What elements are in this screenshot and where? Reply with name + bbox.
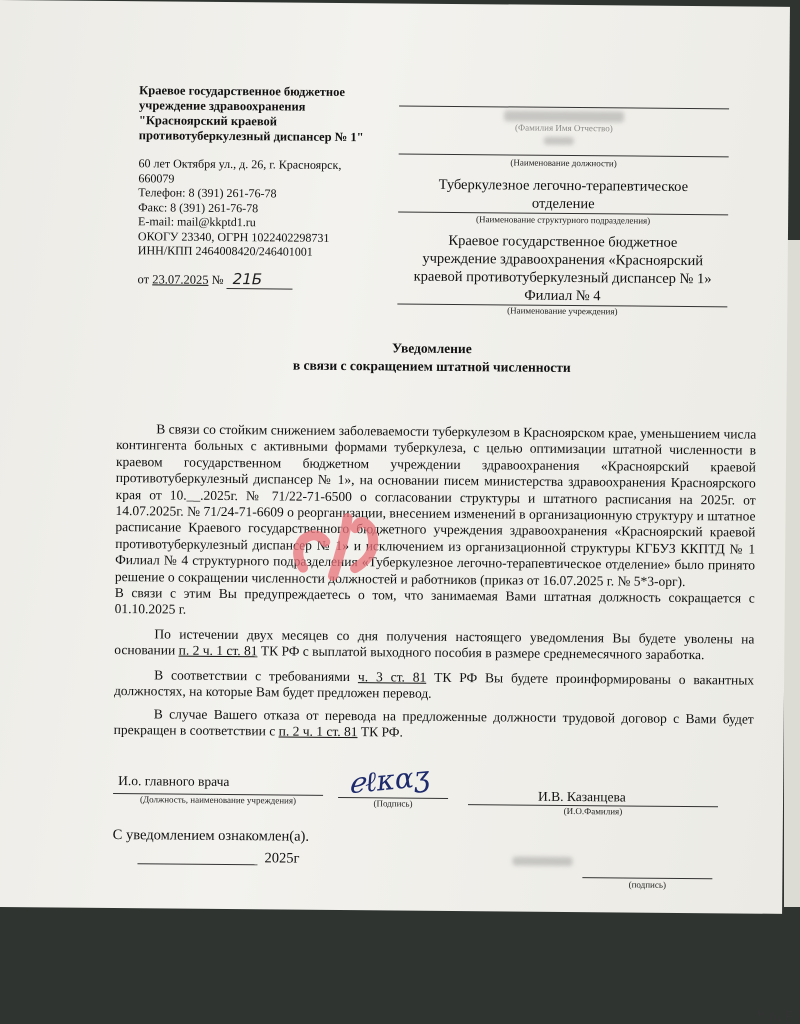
paragraph-4 [114,706,754,744]
document-title [267,338,597,377]
paragraph-1: В связи со стойким снижением заболеваемости туберкулезом в Красноярском крае, уменьшением числа контингента больных с активными формами туберкулеза, с целью оптимизации штатной численности в краевом государственном бюджетном учреждении здравоохранения «Красноярский краевой противотуберкулезный диспансер № 1», на основании писем министерства здравоохранения Красноярского края от 10.__.2025г. № 71/22-71-6500 о согласовании структуры и штатного расписания на 2025г. от 14.07.2025г. № 71/24-71-6609 о реорганизации, внесением изменений в организационную структуру и штатное расписание Краевого государственного бюджетного учреждения здравоохранения «Красноярский краевой противотуберкулезный диспансер № 1» и исключением из организационной структуры КГБУЗ ККПТД № 1 Филиал № 4 структурного подразделения «Туберкулезное легочно-терапевтическое отделение» было принято решение о сокращении численности должностей и работников (приказ от 16.07.2025 г. № 5*3-орг). [114,421,757,589]
redacted-position [544,137,574,145]
p3-text: В соответствии с требованиями [154,667,359,684]
institution-line: учреждение здравоохранения «Красноярский [422,250,704,270]
paragraph-3 [114,667,754,705]
red-stamp-mark [285,498,386,594]
contact-line: 660079 [138,170,175,186]
recipient-institution-caption: (Наименование учреждения) [507,305,618,317]
p2-text-end: ТК РФ с выплатой выходного пособия в размере среднемесячного заработка. [257,643,705,663]
signer-name: И.В. Казанцева [538,788,626,805]
org-line: "Красноярский краевой [138,113,278,129]
p3-law-reference: ч. 3 ст. 81 [357,668,427,685]
recipient-name-caption: (Фамилия Имя Отчество) [515,122,613,134]
org-line: учреждение здравоохранения [139,98,306,114]
institution-line: Филиал № 4 [524,287,601,305]
p4-law-reference: п. 2 ч. 1 ст. 81 [278,723,358,740]
contact-line: Телефон: 8 (391) 261-76-78 [138,185,277,201]
org-line: противотуберкулезный диспансер № 1" [138,128,364,145]
department-line: Туберкулезное легочно-терапевтическое [438,176,689,196]
contact-line: ОКОГУ 23340, ОГРН 1022402298731 [137,228,330,245]
org-line: Краевое государственное бюджетное [139,83,345,100]
contact-line: Факс: 8 (391) 261-76-78 [138,199,259,215]
sender-organization [139,83,364,145]
p4-text-end: ТК РФ. [357,724,403,740]
p3-text-end: ТК РФ Вы будете проинформированы о вакантных должностях, на которые Вам будет предложен перевод. [113,669,755,701]
department-line: отделение [531,195,595,213]
document-date: 23.07.2025 [152,272,209,287]
title-line-1: Уведомление [392,340,472,357]
acknowledgement-year: 2025г [264,850,300,867]
recipient-department-caption: (Наименование структурного подразделения) [475,214,651,226]
notice-body [114,421,757,744]
contact-line: E-mail: mail@kkptd1.ru [138,214,256,230]
recipient-department [398,175,728,214]
recipient-name-line [399,105,729,109]
p2-text: По истечении двух месяцев со дня получения настоящего уведомления Вы будете уволены на основании [114,626,755,658]
acknowledgement-date-line [137,863,257,865]
contact-line: ИНН/КПП 2464008420/246401001 [137,243,313,259]
date-prefix: от [137,272,150,287]
paragraph-1-continuation: В связи с этим Вы предупреждаетесь о том, что занимаемая Вами штатная должность сокращается с 01.10.2025 г. [114,585,755,618]
p4-text: В случае Вашего отказа от перевода на предложенные должности трудовой договор с Вами будет прекращен в соответствии с [113,705,754,739]
recipient-position-caption: (Наименование должности) [510,157,617,169]
title-line-2: в связи с сокращением штатной численности [292,357,571,375]
signature-caption: (Подпись) [373,798,413,809]
signer-position-caption: (Должность, наименование учреждения) [139,794,297,806]
number-prefix: № [211,272,224,287]
handwritten-signature: ℯℓκαӡ [346,759,431,801]
acknowledgement-text: С уведомлением ознакомлен(а). [112,827,310,845]
background-document-text: ыл № 4 [754,1010,798,1024]
date-number-line [137,269,292,288]
institution-line: краевой противотуберкулезный диспансер № 1» [413,268,712,288]
redacted-acknowledgement [512,857,572,867]
institution-line: Краевое государственное бюджетное [448,232,678,251]
acknowledgement-caption: (подпись) [628,879,667,890]
document-number: 21Б [227,270,293,290]
sender-contacts [138,156,342,259]
p2-law-reference: п. 2 ч. 1 ст. 81 [178,642,258,659]
redacted-name [504,110,624,122]
signer-position: И.о. главного врача [118,773,230,790]
recipient-institution [397,231,728,306]
contact-line: 60 лет Октября ул., д. 26, г. Красноярск, [138,156,342,172]
signer-name-caption: (И.О.Фамилия) [563,805,623,817]
paragraph-2 [114,626,754,664]
